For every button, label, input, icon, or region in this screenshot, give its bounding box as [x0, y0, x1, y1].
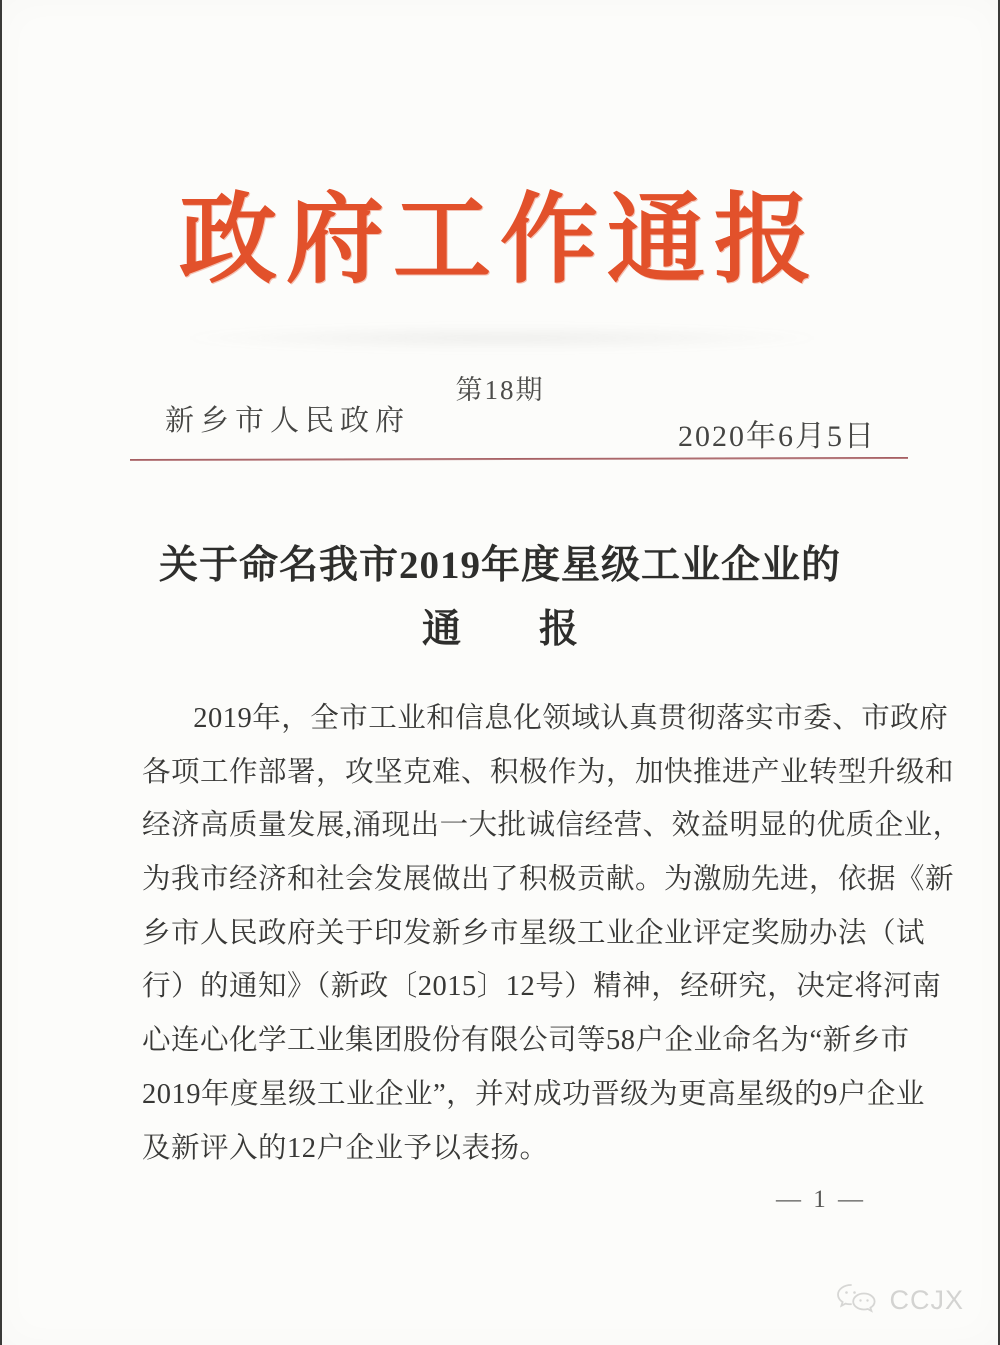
document-body — [142, 692, 962, 1175]
body-text-line: 及新评入的12户企业予以表扬。 — [142, 1132, 549, 1164]
scan-showthrough-artifact — [172, 325, 832, 351]
body-text-line: 2019年度星级工业企业”，并对成功晋级为更高星级的9户企业 — [142, 1078, 925, 1110]
issue-date: 2020年6月5日 — [678, 420, 876, 453]
document-title-line1: 关于命名我市2019年度星级工业企业的 — [158, 544, 841, 587]
body-text-line: 行）的通知》（新政〔2015〕12号）精神，经研究，决定将河南 — [142, 971, 942, 1003]
page-number: — 1 — — [776, 1186, 866, 1213]
watermark — [834, 1283, 964, 1317]
body-text-line: 经济高质量发展,涌现出一大批诚信经营、效益明显的优质企业， — [142, 810, 962, 842]
watermark-label: CCJX — [889, 1284, 964, 1315]
bulletin-masthead-title: 政府工作通报 — [178, 187, 821, 295]
body-text-line: 心连心化学工业集团股份有限公司等58户企业命名为“新乡市 — [142, 1025, 910, 1057]
issue-number: 第18期 — [455, 375, 545, 405]
body-text-line: 2019年，全市工业和信息化领域认真贯彻落实市委、市政府 — [193, 703, 949, 734]
masthead-row — [165, 398, 876, 455]
body-text-line: 各项工作部署，攻坚克难、积极作为，加快推进产业转型升级和 — [142, 756, 955, 788]
issuing-organization: 新乡市人民政府 — [165, 405, 411, 437]
body-text-line: 为我市经济和社会发展做出了积极贡献。为激励先进，依据《新 — [142, 864, 955, 896]
body-text-line: 乡市人民政府关于印发新乡市星级工业企业评定奖励办法（试 — [142, 917, 926, 949]
chat-bubbles-icon — [834, 1283, 880, 1317]
document-title-line2: 通 报 — [421, 608, 578, 651]
masthead-divider-rule — [130, 457, 908, 461]
